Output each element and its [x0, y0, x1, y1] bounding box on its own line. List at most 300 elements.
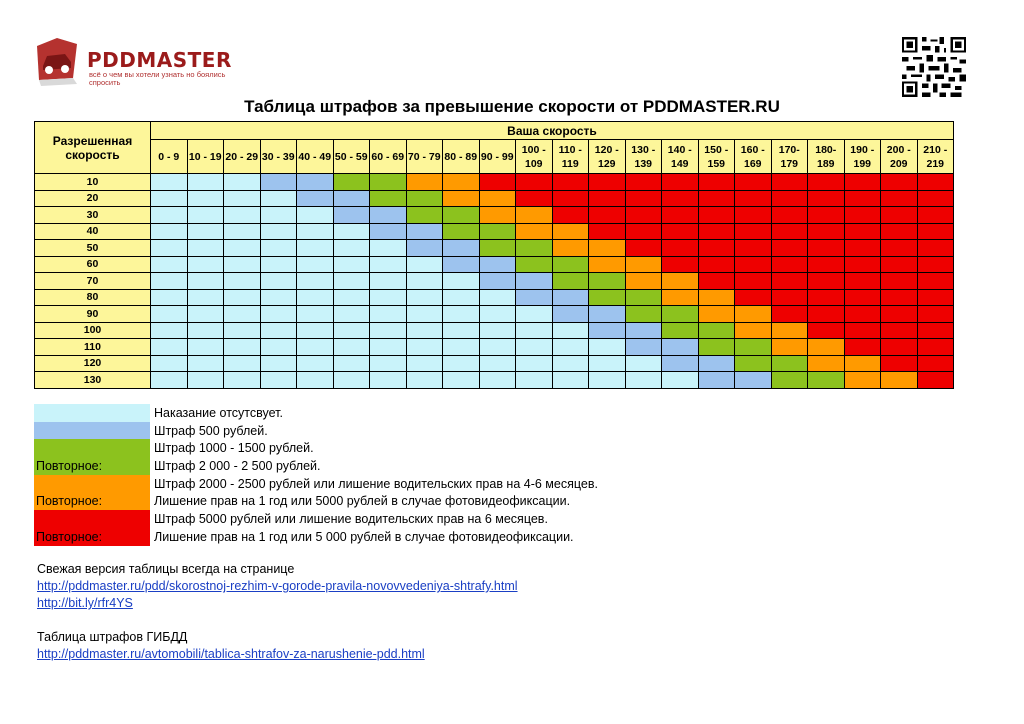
fine-cell — [917, 207, 954, 224]
legend-repeat-label: Повторное: — [36, 529, 103, 544]
fine-cell — [406, 322, 443, 339]
fine-cell — [260, 240, 297, 257]
allowed-speed-row-header: 70 — [35, 273, 151, 290]
fine-cell — [698, 240, 735, 257]
allowed-speed-row-header: 40 — [35, 223, 151, 240]
fine-cell — [406, 174, 443, 191]
fine-cell — [260, 372, 297, 389]
fine-cell — [370, 240, 407, 257]
fine-cell — [187, 223, 224, 240]
fine-cell — [297, 372, 334, 389]
fine-cell — [625, 322, 662, 339]
fine-cell — [625, 223, 662, 240]
fine-cell — [771, 207, 808, 224]
speed-column-header: 120 - 129 — [589, 140, 626, 174]
speed-column-header: 210 - 219 — [917, 140, 954, 174]
page-title: Таблица штрафов за превышение скорости от PDDMASTER.RU — [244, 97, 780, 116]
legend-text: Штраф 500 рублей. — [154, 423, 268, 438]
fine-cell — [844, 273, 881, 290]
fine-cell — [844, 223, 881, 240]
fine-cell — [589, 240, 626, 257]
fine-cell — [662, 355, 699, 372]
fine-cell — [698, 256, 735, 273]
fine-cell — [662, 190, 699, 207]
fine-cell — [333, 372, 370, 389]
fine-cell — [844, 289, 881, 306]
fine-cell — [443, 322, 480, 339]
fine-cell — [443, 372, 480, 389]
fine-cell — [589, 223, 626, 240]
fine-cell — [516, 339, 553, 356]
fine-cell — [917, 240, 954, 257]
fine-cell — [552, 306, 589, 323]
fine-cell — [917, 223, 954, 240]
fine-cell — [735, 322, 772, 339]
fine-cell — [771, 289, 808, 306]
fine-cell — [297, 223, 334, 240]
fine-cell — [589, 256, 626, 273]
fine-cell — [625, 339, 662, 356]
speed-column-header: 100 - 109 — [516, 140, 553, 174]
fine-cell — [808, 339, 845, 356]
fine-cell — [844, 256, 881, 273]
logo-tagline: всё о чем вы хотели узнать но боялись спросить — [89, 70, 226, 87]
fine-cell — [187, 289, 224, 306]
legend-item — [34, 510, 674, 545]
fine-cell — [844, 339, 881, 356]
fine-cell — [917, 190, 954, 207]
fine-cell — [808, 322, 845, 339]
fine-cell — [479, 322, 516, 339]
fine-cell — [370, 322, 407, 339]
allowed-speed-row-header: 120 — [35, 355, 151, 372]
fine-cell — [479, 190, 516, 207]
fine-cell — [443, 190, 480, 207]
legend-item — [34, 439, 674, 474]
fine-cell — [224, 223, 261, 240]
speed-column-header: 140 - 149 — [662, 140, 699, 174]
fine-cell — [881, 240, 918, 257]
fine-cell — [917, 372, 954, 389]
fine-cell — [516, 273, 553, 290]
fine-cell — [443, 240, 480, 257]
legend-swatch — [34, 404, 150, 422]
speed-column-header: 70 - 79 — [406, 140, 443, 174]
fine-cell — [443, 273, 480, 290]
fine-cell — [735, 240, 772, 257]
legend-swatch — [34, 422, 150, 440]
fine-cell — [662, 372, 699, 389]
fine-cell — [589, 273, 626, 290]
gibdd-table-link[interactable]: http://pddmaster.ru/avtomobili/tablica-shtrafov-za-narushenie-pdd.html — [37, 647, 425, 661]
allowed-speed-header: Разрешенная скорость — [35, 122, 151, 174]
fine-cell — [552, 174, 589, 191]
speed-column-header: 50 - 59 — [333, 140, 370, 174]
fine-cell — [479, 256, 516, 273]
fine-cell — [224, 339, 261, 356]
fine-cell — [224, 190, 261, 207]
fine-cell — [370, 256, 407, 273]
fine-cell — [735, 223, 772, 240]
fine-cell — [844, 240, 881, 257]
fine-cell — [698, 273, 735, 290]
fine-cell — [808, 306, 845, 323]
fine-cell — [260, 339, 297, 356]
fine-cell — [370, 174, 407, 191]
fine-cell — [443, 306, 480, 323]
fine-cell — [625, 355, 662, 372]
fine-cell — [479, 207, 516, 224]
fine-cell — [260, 273, 297, 290]
fine-cell — [589, 207, 626, 224]
legend-item — [34, 404, 674, 422]
fine-cell — [735, 273, 772, 290]
fine-table — [34, 121, 954, 389]
fine-cell — [479, 289, 516, 306]
fine-cell — [771, 256, 808, 273]
links-section — [37, 561, 518, 663]
fine-cell — [151, 306, 188, 323]
fine-cell — [260, 207, 297, 224]
fine-cell — [698, 207, 735, 224]
fine-cell — [297, 174, 334, 191]
fine-cell — [589, 289, 626, 306]
fine-cell — [589, 339, 626, 356]
fine-cell — [443, 174, 480, 191]
fine-cell — [771, 190, 808, 207]
fine-cell — [297, 355, 334, 372]
fine-cell — [552, 273, 589, 290]
fine-cell — [260, 174, 297, 191]
speed-column-header: 90 - 99 — [479, 140, 516, 174]
fine-cell — [479, 223, 516, 240]
fine-cell — [589, 372, 626, 389]
fine-cell — [771, 174, 808, 191]
fine-cell — [479, 273, 516, 290]
car-logo-icon — [33, 36, 81, 86]
fine-cell — [589, 306, 626, 323]
fine-cell — [735, 355, 772, 372]
fine-cell — [406, 207, 443, 224]
fine-cell — [151, 372, 188, 389]
fine-cell — [808, 355, 845, 372]
fine-cell — [370, 306, 407, 323]
fine-cell — [625, 372, 662, 389]
fine-cell — [333, 223, 370, 240]
fine-cell — [224, 273, 261, 290]
fine-cell — [297, 256, 334, 273]
short-link[interactable]: http://bit.ly/rfr4YS — [37, 596, 133, 610]
fine-cell — [881, 256, 918, 273]
fine-cell — [698, 339, 735, 356]
fine-cell — [735, 289, 772, 306]
fine-cell — [333, 240, 370, 257]
fine-cell — [698, 355, 735, 372]
fine-cell — [333, 355, 370, 372]
fine-cell — [297, 190, 334, 207]
fine-cell — [406, 240, 443, 257]
fine-cell — [224, 256, 261, 273]
fine-cell — [625, 306, 662, 323]
fine-cell — [698, 174, 735, 191]
fine-cell — [260, 355, 297, 372]
fine-cell — [333, 190, 370, 207]
fine-cell — [735, 339, 772, 356]
fine-cell — [443, 289, 480, 306]
fine-cell — [844, 306, 881, 323]
fine-cell — [151, 339, 188, 356]
fine-cell — [370, 207, 407, 224]
fine-cell — [589, 355, 626, 372]
fine-cell — [516, 256, 553, 273]
speed-column-header: 190 - 199 — [844, 140, 881, 174]
speed-column-header: 110 - 119 — [552, 140, 589, 174]
fine-cell — [516, 190, 553, 207]
allowed-speed-row-header: 100 — [35, 322, 151, 339]
legend-text: Штраф 1000 - 1500 рублей. — [154, 441, 314, 456]
fine-cell — [881, 207, 918, 224]
fine-cell — [406, 339, 443, 356]
fine-cell — [479, 355, 516, 372]
fine-cell — [844, 207, 881, 224]
fine-cell — [224, 322, 261, 339]
fine-cell — [260, 256, 297, 273]
fine-cell — [151, 223, 188, 240]
fine-cell — [771, 339, 808, 356]
fine-cell — [516, 372, 553, 389]
fine-cell — [333, 339, 370, 356]
fine-cell — [224, 289, 261, 306]
fine-cell — [844, 322, 881, 339]
fine-cell — [333, 256, 370, 273]
legend-text: Лишение прав на 1 год или 5 000 рублей в случае фотовидеофиксации. — [154, 529, 574, 544]
fine-cell — [297, 289, 334, 306]
fine-cell — [151, 207, 188, 224]
fine-cell — [333, 273, 370, 290]
fine-cell — [370, 289, 407, 306]
fine-cell — [297, 339, 334, 356]
legend-text: Лишение прав на 1 год или 5000 рублей в случае фотовидеофиксации. — [154, 494, 571, 509]
fine-cell — [260, 289, 297, 306]
fine-cell — [516, 207, 553, 224]
allowed-speed-row-header: 20 — [35, 190, 151, 207]
fine-cell — [625, 190, 662, 207]
allowed-speed-row-header: 50 — [35, 240, 151, 257]
allowed-speed-row-header: 60 — [35, 256, 151, 273]
legend — [34, 404, 674, 546]
fine-cell — [187, 273, 224, 290]
fine-cell — [881, 322, 918, 339]
fine-cell — [881, 174, 918, 191]
fine-cell — [662, 306, 699, 323]
fine-cell — [735, 306, 772, 323]
fine-cell — [224, 306, 261, 323]
fine-cell — [625, 174, 662, 191]
speed-column-header: 130 - 139 — [625, 140, 662, 174]
fine-cell — [589, 190, 626, 207]
fine-cell — [917, 339, 954, 356]
logo — [33, 36, 233, 88]
fine-cell — [735, 372, 772, 389]
allowed-speed-row-header: 10 — [35, 174, 151, 191]
fine-cell — [662, 322, 699, 339]
fine-cell — [187, 190, 224, 207]
legend-item — [34, 475, 674, 510]
fine-cell — [881, 339, 918, 356]
fine-cell — [260, 322, 297, 339]
fine-cell — [187, 240, 224, 257]
fine-cell — [224, 174, 261, 191]
speed-column-header: 0 - 9 — [151, 140, 188, 174]
fine-cell — [808, 256, 845, 273]
speed-column-header: 10 - 19 — [187, 140, 224, 174]
fine-cell — [771, 306, 808, 323]
fine-cell — [406, 306, 443, 323]
fine-cell — [479, 306, 516, 323]
speed-column-header: 30 - 39 — [260, 140, 297, 174]
fine-cell — [625, 289, 662, 306]
speed-column-header: 80 - 89 — [443, 140, 480, 174]
allowed-speed-row-header: 110 — [35, 339, 151, 356]
fine-cell — [297, 322, 334, 339]
fine-cell — [662, 223, 699, 240]
fine-cell — [151, 289, 188, 306]
fine-cell — [406, 289, 443, 306]
fine-cell — [698, 190, 735, 207]
fine-cell — [516, 289, 553, 306]
fine-cell — [260, 190, 297, 207]
fine-cell — [151, 322, 188, 339]
fine-cell — [552, 207, 589, 224]
fine-cell — [808, 273, 845, 290]
fine-cell — [917, 289, 954, 306]
fine-cell — [881, 372, 918, 389]
fine-cell — [333, 322, 370, 339]
fine-cell — [552, 190, 589, 207]
fine-cell — [735, 207, 772, 224]
fine-cell — [771, 273, 808, 290]
legend-text: Наказание отсутсвует. — [154, 406, 283, 420]
fine-cell — [187, 306, 224, 323]
fine-cell — [333, 289, 370, 306]
legend-text: Штраф 2000 - 2500 рублей или лишение водительских прав на 4-6 месяцев. — [154, 476, 598, 491]
fine-cell — [370, 190, 407, 207]
fine-cell — [151, 240, 188, 257]
fine-cell — [406, 256, 443, 273]
fine-cell — [552, 256, 589, 273]
fine-cell — [187, 256, 224, 273]
fine-cell — [662, 174, 699, 191]
fine-cell — [151, 273, 188, 290]
allowed-speed-row-header: 90 — [35, 306, 151, 323]
allowed-speed-row-header: 80 — [35, 289, 151, 306]
fine-cell — [479, 339, 516, 356]
logo-name: PDDMASTER — [87, 48, 232, 72]
legend-text: Штраф 2 000 - 2 500 рублей. — [154, 459, 321, 474]
fine-cell — [443, 355, 480, 372]
fine-cell — [771, 240, 808, 257]
speed-column-header: 160 - 169 — [735, 140, 772, 174]
gibdd-table-label: Таблица штрафов ГИБДД — [37, 630, 188, 644]
fine-cell — [698, 306, 735, 323]
speed-column-header: 180- 189 — [808, 140, 845, 174]
fine-cell — [917, 355, 954, 372]
fine-cell — [443, 207, 480, 224]
fine-cell — [370, 273, 407, 290]
legend-repeat-label: Повторное: — [36, 459, 103, 474]
fine-cell — [698, 223, 735, 240]
fine-cell — [771, 322, 808, 339]
fine-cell — [917, 322, 954, 339]
fine-cell — [224, 207, 261, 224]
fine-cell — [297, 240, 334, 257]
fine-cell — [406, 372, 443, 389]
fine-cell — [552, 240, 589, 257]
fine-cell — [187, 207, 224, 224]
fine-cell — [443, 339, 480, 356]
fine-cell — [808, 289, 845, 306]
fine-cell — [771, 372, 808, 389]
fine-cell — [662, 273, 699, 290]
fine-cell — [443, 223, 480, 240]
fine-cell — [881, 306, 918, 323]
legend-repeat-label: Повторное: — [36, 494, 103, 509]
fine-cell — [370, 355, 407, 372]
fine-cell — [917, 256, 954, 273]
fine-cell — [406, 273, 443, 290]
fine-cell — [808, 174, 845, 191]
fine-cell — [151, 355, 188, 372]
fine-cell — [187, 322, 224, 339]
fine-cell — [698, 372, 735, 389]
fine-cell — [698, 289, 735, 306]
fine-cell — [625, 256, 662, 273]
fine-cell — [844, 372, 881, 389]
fine-cell — [881, 355, 918, 372]
fine-cell — [917, 306, 954, 323]
fine-cell — [771, 355, 808, 372]
speed-column-header: 40 - 49 — [297, 140, 334, 174]
fine-cell — [406, 355, 443, 372]
fine-cell — [552, 223, 589, 240]
fine-cell — [662, 289, 699, 306]
fine-cell — [479, 240, 516, 257]
fine-cell — [552, 289, 589, 306]
fine-cell — [698, 322, 735, 339]
fine-cell — [552, 339, 589, 356]
legend-text: Штраф 5000 рублей или лишение водительских прав на 6 месяцев. — [154, 512, 548, 527]
fine-cell — [187, 355, 224, 372]
fine-cell — [260, 306, 297, 323]
fine-cell — [370, 223, 407, 240]
fine-cell — [552, 322, 589, 339]
fine-cell — [479, 174, 516, 191]
fine-cell — [151, 256, 188, 273]
fine-cell — [735, 256, 772, 273]
speed-column-header: 200 - 209 — [881, 140, 918, 174]
fine-cell — [224, 372, 261, 389]
fine-cell — [187, 339, 224, 356]
fine-cell — [151, 190, 188, 207]
fine-cell — [516, 322, 553, 339]
fine-cell — [881, 223, 918, 240]
fresh-version-link[interactable]: http://pddmaster.ru/pdd/skorostnoj-rezhim-v-gorode-pravila-novovvedeniya-shtrafy.html — [37, 579, 518, 593]
speed-column-header: 170- 179 — [771, 140, 808, 174]
fine-cell — [333, 207, 370, 224]
fine-cell — [662, 339, 699, 356]
fine-cell — [370, 339, 407, 356]
fine-cell — [589, 174, 626, 191]
